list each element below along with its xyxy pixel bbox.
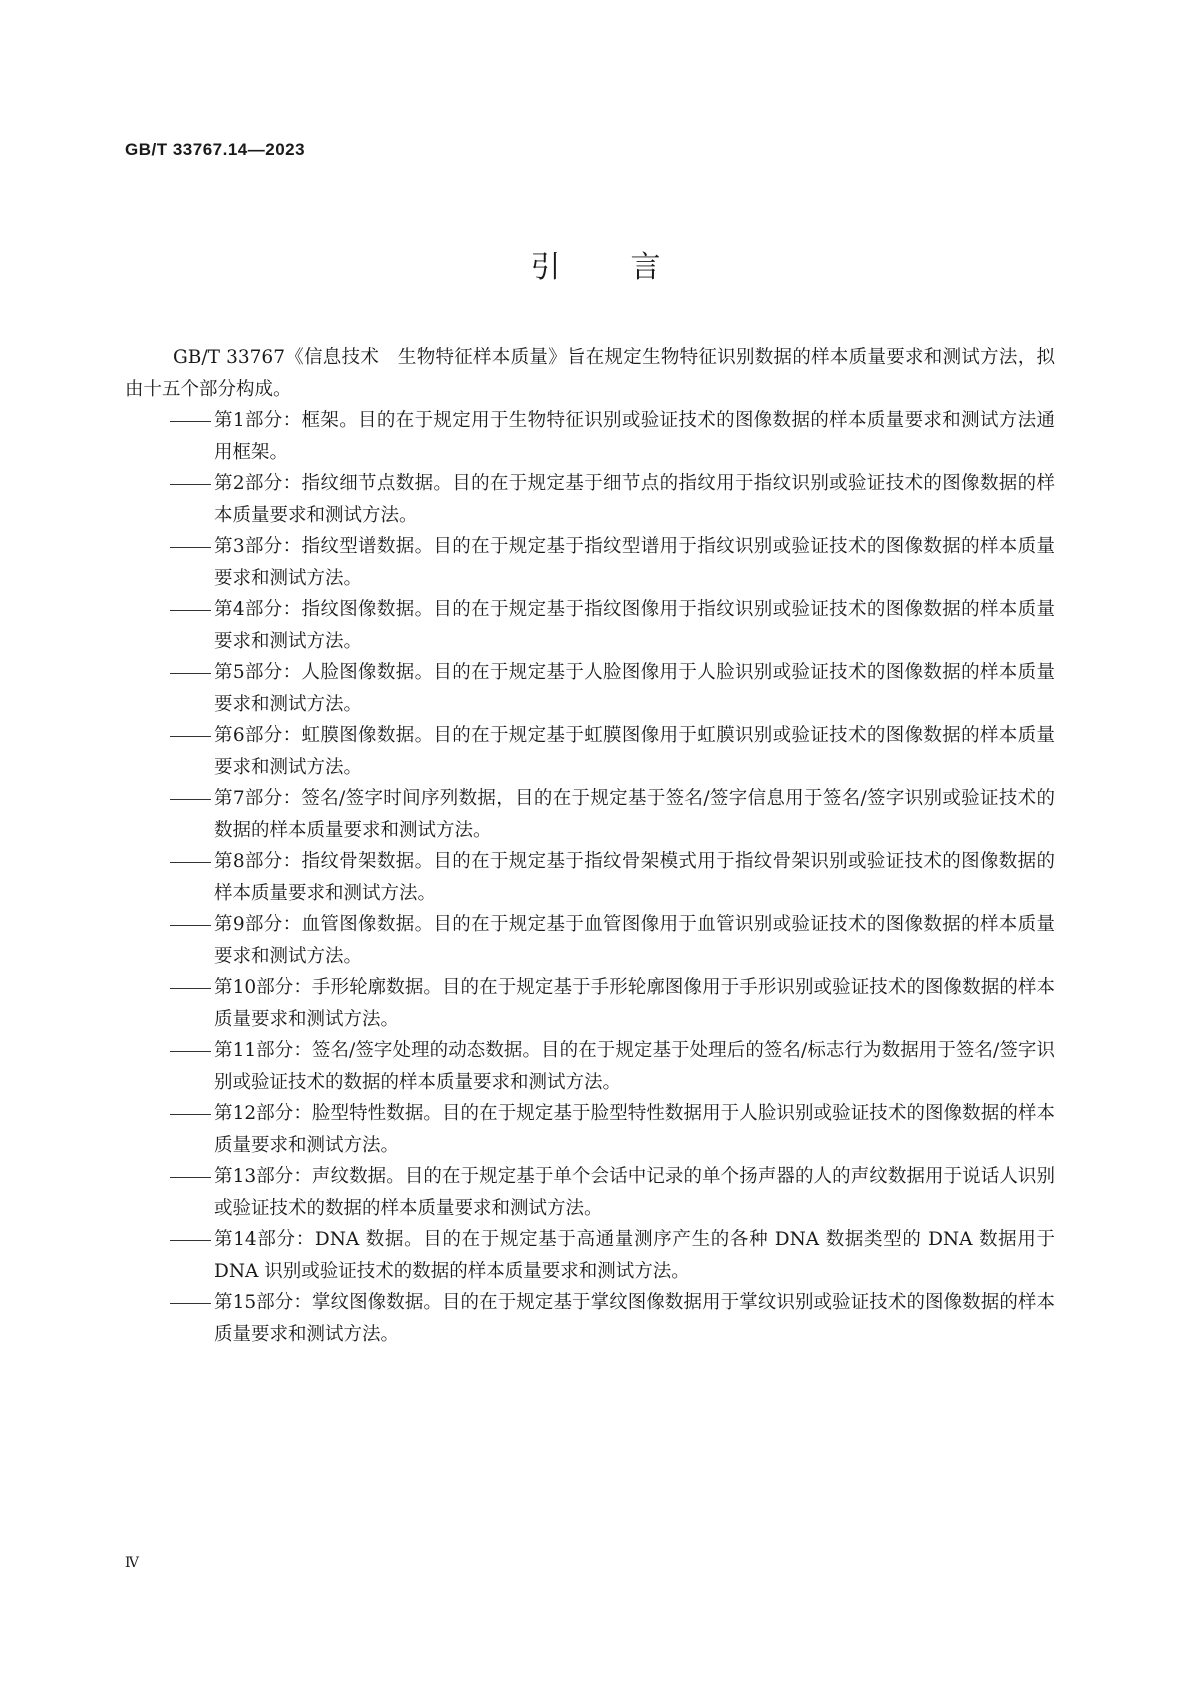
part-text: 第4部分：指纹图像数据。目的在于规定基于指纹图像用于指纹识别或验证技术的图像数据的样本质量要求和测试方法。 [214, 599, 1055, 652]
part-item [125, 468, 1055, 531]
part-text: 第10部分：手形轮廓数据。目的在于规定基于手形轮廓图像用于手形识别或验证技术的图像数据的样本质量要求和测试方法。 [214, 977, 1055, 1030]
part-text: 第2部分：指纹细节点数据。目的在于规定基于细节点的指纹用于指纹识别或验证技术的图像数据的样本质量要求和测试方法。 [214, 473, 1055, 526]
part-item [125, 720, 1055, 783]
part-text: 第11部分：签名/签字处理的动态数据。目的在于规定基于处理后的签名/标志行为数据用于签名/签字识别或验证技术的数据的样本质量要求和测试方法。 [214, 1040, 1055, 1093]
part-item [125, 594, 1055, 657]
standard-number: GB/T 33767.14—2023 [125, 140, 306, 159]
part-item [125, 1035, 1055, 1098]
part-item [125, 909, 1055, 972]
part-item [125, 1224, 1055, 1287]
part-item [125, 1287, 1055, 1350]
parts-list [125, 405, 1055, 1350]
part-item [125, 846, 1055, 909]
part-item [125, 972, 1055, 1035]
part-text: 第5部分：人脸图像数据。目的在于规定基于人脸图像用于人脸识别或验证技术的图像数据的样本质量要求和测试方法。 [214, 662, 1055, 715]
part-text: 第6部分：虹膜图像数据。目的在于规定基于虹膜图像用于虹膜识别或验证技术的图像数据的样本质量要求和测试方法。 [214, 725, 1055, 778]
part-item [125, 657, 1055, 720]
part-item [125, 783, 1055, 846]
part-item [125, 1098, 1055, 1161]
part-text: 第12部分：脸型特性数据。目的在于规定基于脸型特性数据用于人脸识别或验证技术的图像数据的样本质量要求和测试方法。 [214, 1103, 1055, 1156]
part-text: 第15部分：掌纹图像数据。目的在于规定基于掌纹图像数据用于掌纹识别或验证技术的图像数据的样本质量要求和测试方法。 [214, 1292, 1055, 1345]
introduction-body [125, 342, 1055, 1350]
part-text: 第7部分：签名/签字时间序列数据，目的在于规定基于签名/签字信息用于签名/签字识别或验证技术的数据的样本质量要求和测试方法。 [214, 788, 1055, 841]
part-text: 第1部分：框架。目的在于规定用于生物特征识别或验证技术的图像数据的样本质量要求和测试方法通用框架。 [214, 410, 1055, 463]
part-text: 第3部分：指纹型谱数据。目的在于规定基于指纹型谱用于指纹识别或验证技术的图像数据的样本质量要求和测试方法。 [214, 536, 1055, 589]
part-text: 第14部分：DNA 数据。目的在于规定基于高通量测序产生的各种 DNA 数据类型的 DNA 数据用于 DNA 识别或验证技术的数据的样本质量要求和测试方法。 [214, 1229, 1055, 1282]
part-text: 第13部分：声纹数据。目的在于规定基于单个会话中记录的单个扬声器的人的声纹数据用于说话人识别或验证技术的数据的样本质量要求和测试方法。 [214, 1166, 1055, 1219]
part-item [125, 531, 1055, 594]
page-number: Ⅳ [125, 1555, 139, 1571]
intro-paragraph: GB/T 33767《信息技术 生物特征样本质量》旨在规定生物特征识别数据的样本质量要求和测试方法，拟由十五个部分构成。 [125, 347, 1055, 400]
part-text: 第8部分：指纹骨架数据。目的在于规定基于指纹骨架模式用于指纹骨架识别或验证技术的图像数据的样本质量要求和测试方法。 [214, 851, 1055, 904]
page-title: 引言 [530, 250, 731, 285]
part-text: 第9部分：血管图像数据。目的在于规定基于血管图像用于血管识别或验证技术的图像数据的样本质量要求和测试方法。 [214, 914, 1055, 967]
part-item [125, 1161, 1055, 1224]
part-item [125, 405, 1055, 468]
